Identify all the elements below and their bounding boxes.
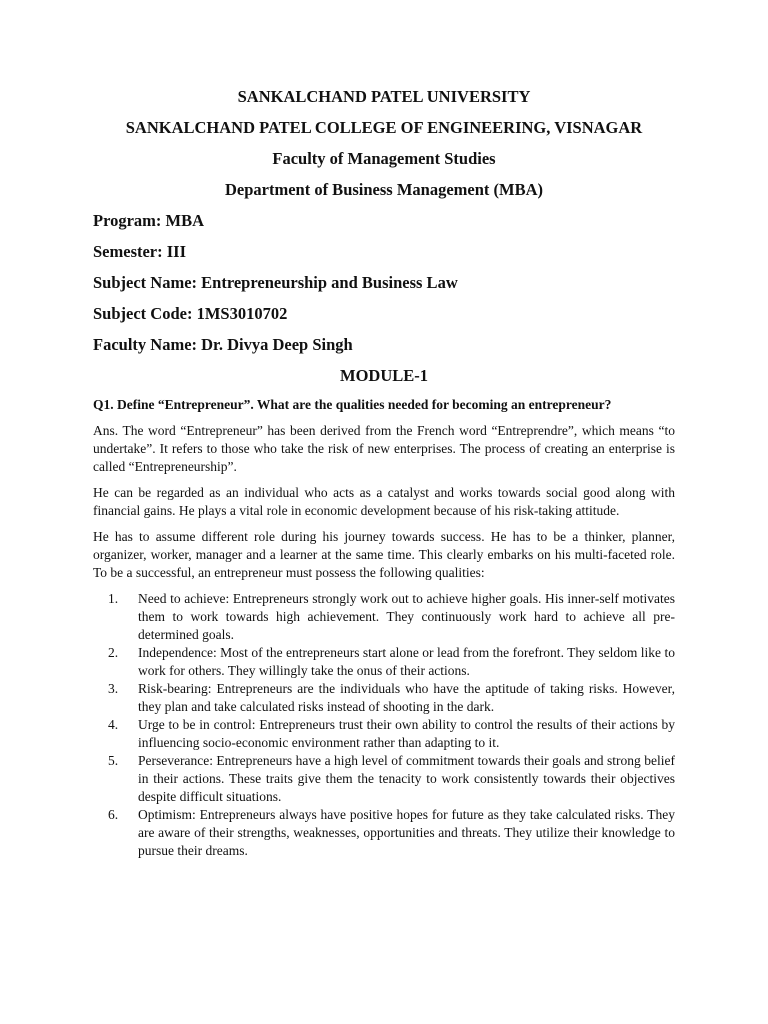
list-item [93,644,675,680]
faculty-title: Faculty of Management Studies [272,149,496,168]
subject-name-line: Subject Name: Entrepreneurship and Business Law [93,273,458,292]
list-item-text: Need to achieve: Entrepreneurs strongly work out to achieve higher goals. His inner-self motivates them to work towards high achievement. They continuously work hard to achieve all pre-determined goals. [138,591,675,642]
module-heading: MODULE-1 [340,366,428,385]
list-item [93,680,675,716]
list-item [93,806,675,860]
university-title: SANKALCHAND PATEL UNIVERSITY [237,87,531,106]
list-number: 4. [108,717,119,732]
semester-line: Semester: III [93,242,187,261]
answer-paragraph: Ans. The word “Entrepreneur” has been derived from the French word “Entreprendre”, which means “to undertake”. It refers to those who take the risk of new enterprises. The process of creating an enterprise is called “Entrepreneurship”. [93,423,675,474]
list-item-text: Independence: Most of the entrepreneurs start alone or lead from the forefront. They seldom like to work for others. They willingly take the onus of their actions. [138,645,675,678]
qualities-list [93,590,675,860]
list-item-text: Perseverance: Entrepreneurs have a high level of commitment towards their goals and strong belief in their actions. These traits give them the tenacity to work consistently towards their objectives despite difficult situations. [138,753,675,804]
list-item-text: Risk-bearing: Entrepreneurs are the individuals who have the aptitude of taking risks. However, they plan and take calculated risks instead of shooting in the dark. [138,681,675,714]
faculty-name-line: Faculty Name: Dr. Divya Deep Singh [93,335,353,354]
question-heading: Q1. Define “Entrepreneur”. What are the qualities needed for becoming an entrepreneur? [93,397,612,412]
list-number: 2. [108,645,119,660]
list-number: 1. [108,591,119,606]
list-number: 3. [108,681,119,696]
list-number: 6. [108,807,119,822]
list-item-text: Urge to be in control: Entrepreneurs trust their own ability to control the results of their actions by influencing socio-economic environment rather than adapting to it. [138,717,675,750]
college-title: SANKALCHAND PATEL COLLEGE OF ENGINEERING, VISNAGAR [125,118,643,137]
answer-paragraph: He can be regarded as an individual who acts as a catalyst and works towards social good along with financial gains. He plays a vital role in economic development because of his risk-taking attitude. [93,485,675,518]
list-item-text: Optimism: Entrepreneurs always have positive hopes for future as they take calculated risks. They are aware of their strengths, weaknesses, opportunities and threats. They utilize their knowledge to pursue their dreams. [138,807,675,858]
list-item [93,716,675,752]
subject-code-line: Subject Code: 1MS3010702 [93,304,288,323]
answer-paragraph: He has to assume different role during his journey towards success. He has to be a thinker, planner, organizer, worker, manager and a learner at the same time. This clearly embarks on his multi-faceted role. To be a successful, an entrepreneur must possess the following qualities: [93,529,675,580]
program-line: Program: MBA [93,211,205,230]
department-title: Department of Business Management (MBA) [224,180,544,199]
list-number: 5. [108,753,119,768]
list-item [93,590,675,644]
list-item [93,752,675,806]
